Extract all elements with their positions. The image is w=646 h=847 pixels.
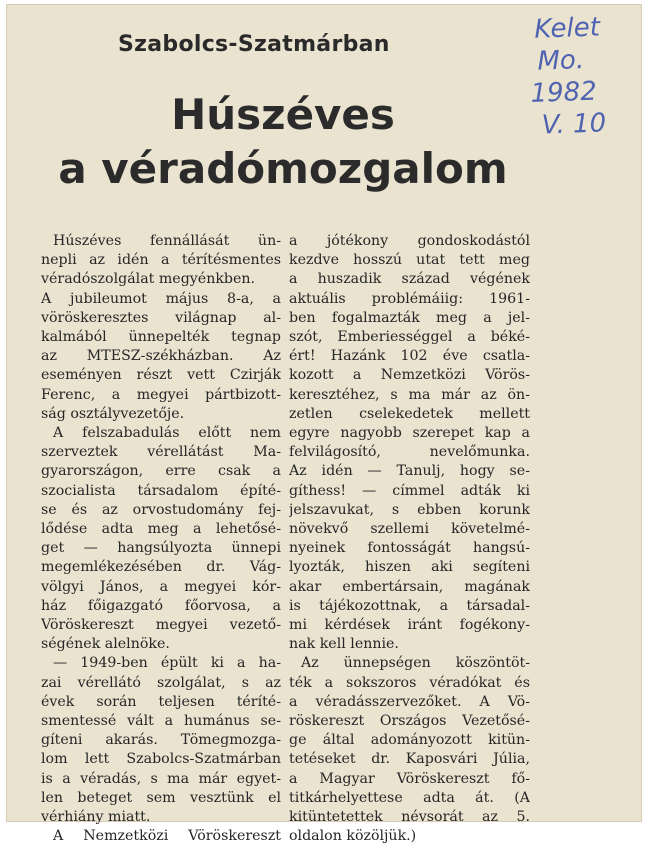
- article-line: nepli az idén a térítésmentes: [41, 252, 281, 269]
- article-line: ben fogalmazták meg a jel-: [289, 309, 530, 326]
- article-line: ért! Hazánk 102 éve csatla-: [289, 348, 530, 365]
- article-line: jelszavukat, s ebben korunk: [289, 501, 530, 518]
- headline: [18, 88, 548, 196]
- article-line: növekvő szellemi követelmé-: [289, 521, 530, 538]
- article-line: vöröskeresztes világnap al-: [41, 309, 281, 326]
- headline-line-1: Húszéves: [171, 90, 395, 139]
- article-line: kezdve hosszú utat tett meg: [289, 252, 530, 269]
- article-line: — 1949-ben épült ki a ha-: [53, 655, 281, 672]
- article-line: Az ünnepségen köszöntöt-: [301, 655, 530, 672]
- article-line: gíteni akarás. Tömegmozga-: [41, 732, 281, 749]
- article-line: nyeinek fontosságát hangsú-: [289, 540, 530, 557]
- article-column-2: [289, 232, 530, 847]
- article-line: véradószolgálat megyénkben.: [41, 271, 256, 288]
- article-line: nak kell lennie.: [289, 636, 399, 653]
- article-line: A jubileumot május 8-a, a: [41, 290, 281, 307]
- article-line: eseményen részt vett Czirják: [41, 367, 281, 384]
- article-line: kozott a Nemzetközi Vörös-: [289, 367, 530, 384]
- article-line: az MTESZ-székházban. Az: [41, 348, 281, 365]
- article-column-1: [41, 232, 281, 847]
- article-line: a Magyar Vöröskereszt fő-: [289, 770, 530, 787]
- article-line: ték a sokszoros véradókat és: [289, 674, 530, 691]
- article-line: keresztéhez, s ma már az ön-: [289, 386, 530, 403]
- article-line: röskereszt Országos Vezetősé-: [289, 713, 530, 730]
- article-line: lyozták, hiszen aki segíteni: [289, 559, 530, 576]
- article-line: gíthess! — címmel adták ki: [289, 482, 530, 499]
- article-line: zai vérellátó szolgálat, s az: [41, 674, 281, 691]
- article-line: ségének alelnöke.: [41, 636, 170, 653]
- article-line: ge által adományozott kitün-: [289, 732, 530, 749]
- article-line: oldalon közöljük.): [289, 828, 417, 845]
- article-line: is a véradás, s ma már egyet-: [41, 770, 281, 787]
- headline-line-2: a véradómozgalom: [58, 144, 508, 193]
- article-line: Ferenc, a megyei pártbizott-: [41, 386, 281, 403]
- article-line: tetéseket dr. Kaposvári Júlia,: [289, 751, 530, 768]
- article-line: kitüntetettek névsorát az 5.: [289, 809, 530, 826]
- article-line: kalmából ünnepelték tegnap: [41, 329, 281, 346]
- article-line: lom lett Szabolcs-Szatmárban: [41, 751, 281, 768]
- article-line: évek során teljesen téríté-: [41, 693, 281, 710]
- article-line: gyarországon, erre csak a: [41, 463, 281, 480]
- article-line: a véradásszervezőket. A Vö-: [289, 693, 530, 710]
- article-line: a jótékony gondoskodástól: [289, 233, 530, 249]
- article-line: Az idén — Tanulj, hogy se-: [289, 463, 530, 480]
- article-line: mi kérdések iránt fogékony-: [289, 617, 530, 634]
- article-line: titkárhelyettese adta át. (A: [289, 789, 530, 806]
- article-line: A Nemzetközi Vöröskereszt: [53, 828, 281, 845]
- article-line: megemlékezésében dr. Vág-: [41, 559, 281, 576]
- article-line: Vöröskereszt megyei vezető-: [41, 617, 281, 634]
- article-line: zetlen cselekedetek mellett: [289, 405, 530, 422]
- article-line: ság osztályvezetője.: [41, 405, 185, 422]
- article-line: akar embertársain, magának: [289, 578, 530, 595]
- handwritten-line: 1982: [530, 76, 598, 109]
- article-line: Húszéves fennállását ün-: [53, 233, 281, 249]
- handwritten-note: [528, 10, 642, 142]
- kicker-title: Szabolcs-Szatmárban: [118, 32, 390, 57]
- handwritten-line: Kelet: [533, 12, 601, 45]
- handwritten-line: Mo.: [536, 45, 585, 77]
- article-line: is tájékozottnak, a társadal-: [289, 597, 530, 614]
- article-line: lődése adta meg a lehetősé-: [41, 521, 281, 538]
- article-line: egyre nagyobb szerepet kap a: [289, 425, 530, 442]
- article-line: aktuális problémáiig: 1961-: [289, 290, 530, 307]
- article-line: get — hangsúlyozta ünnepi: [41, 540, 281, 557]
- article-line: se és az orvostudomány fej-: [41, 501, 281, 518]
- article-line: szocialista társadalom építé-: [41, 482, 281, 499]
- article-line: smentessé vált a humánus se-: [41, 713, 281, 730]
- article-line: szót, Emberiességgel a béké-: [289, 329, 530, 346]
- article-line: szerveztek vérellátást Ma-: [41, 444, 281, 461]
- article-line: len beteget sem vesztünk el: [41, 789, 281, 806]
- handwritten-line: V. 10: [541, 108, 607, 141]
- article-line: a huszadik század végének: [289, 271, 530, 288]
- article-line: vérhiány miatt.: [41, 809, 151, 826]
- article-line: A felszabadulás előtt nem: [53, 425, 281, 442]
- article-line: völgyi János, a megyei kór-: [41, 578, 281, 595]
- article-line: ház főigazgató főorvosa, a: [41, 597, 281, 614]
- article-line: felvilágosító, nevelőmunka.: [289, 444, 530, 461]
